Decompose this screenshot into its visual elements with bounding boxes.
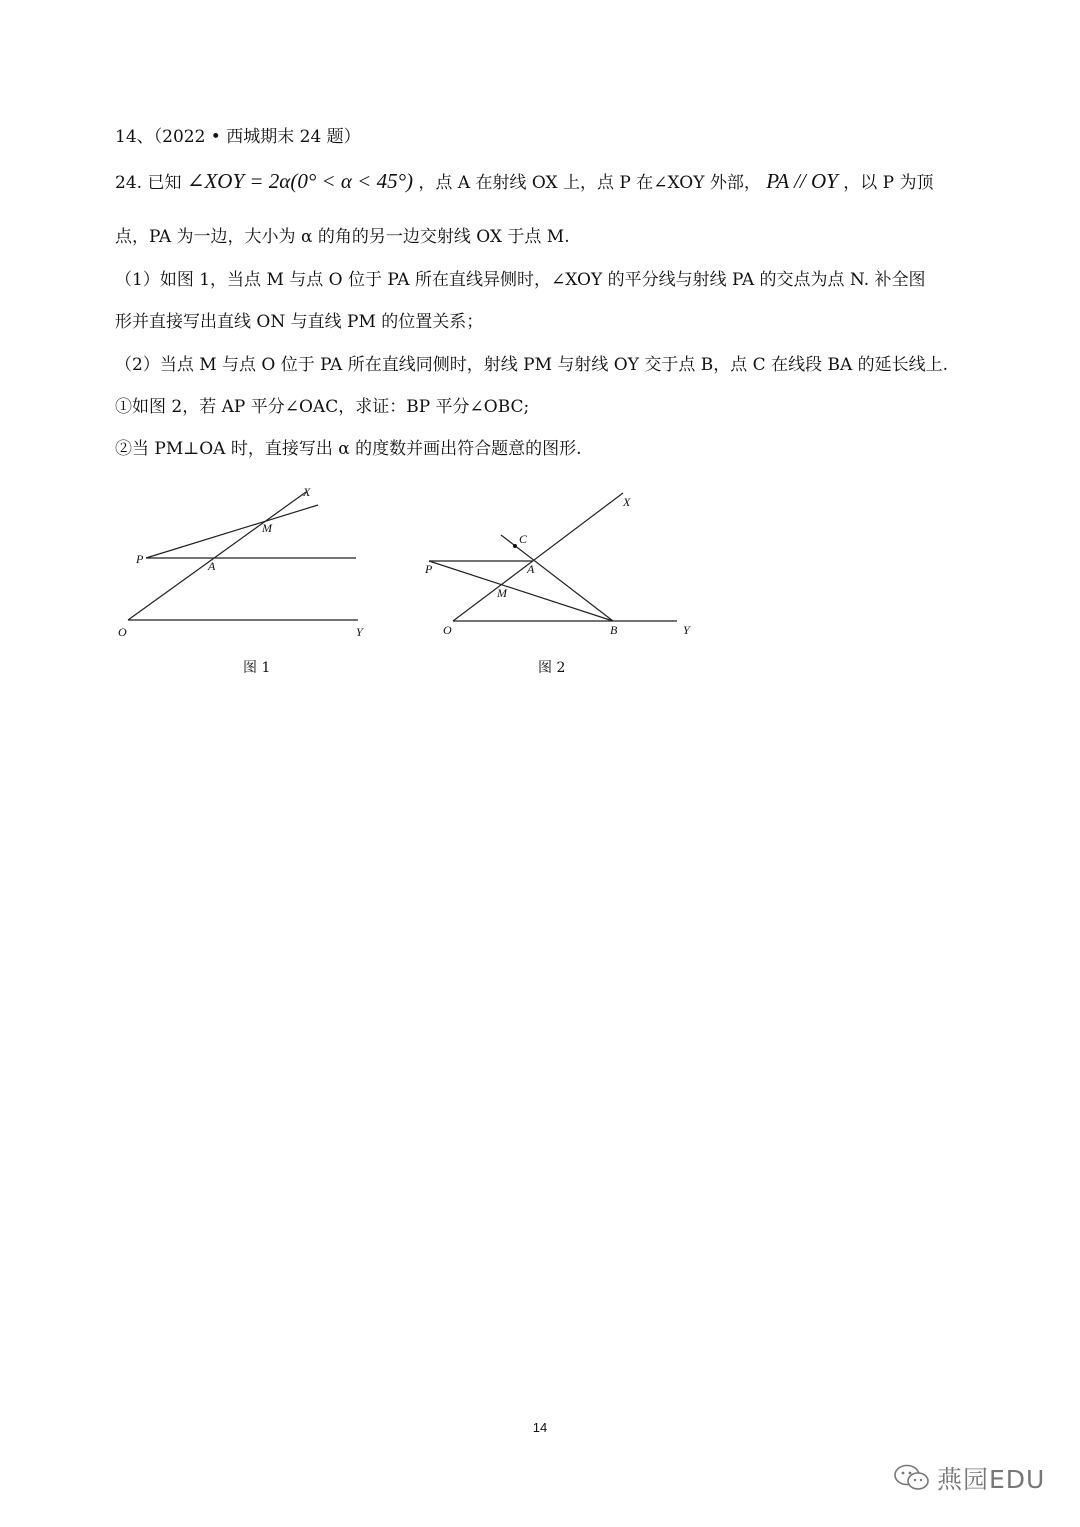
problem-header: 14、（2022 • 西城期末 24 题） — [115, 127, 361, 147]
part2-sub-2: ②当 PM⊥OA 时，直接写出 α 的度数并画出符合题意的图形. — [115, 439, 582, 459]
label-a: A — [527, 562, 535, 576]
part2-sub-1: ①如图 2，若 AP 平分∠OAC，求证：BP 平分∠OBC; — [115, 397, 530, 417]
label-m: M — [262, 521, 272, 535]
wechat-icon — [893, 1463, 931, 1493]
label-o: O — [118, 625, 127, 639]
label-y: Y — [683, 623, 690, 637]
figure-1 — [110, 480, 370, 650]
parallel-condition: PA // OY — [766, 169, 838, 193]
label-x: X — [303, 485, 311, 499]
point-c — [513, 544, 517, 548]
part1-line-1: （1）如图 1，当点 M 与点 O 位于 PA 所在直线异侧时，∠XOY 的平分线与射线 PA 的交点为点 N. 补全图 — [115, 270, 926, 290]
label-c: C — [519, 532, 528, 546]
label-m: M — [497, 586, 507, 600]
label-y: Y — [356, 625, 363, 639]
label-p: P — [425, 562, 433, 576]
page-number: 14 — [532, 1420, 548, 1435]
question-line-2: 点，PA 为一边，大小为 α 的角的另一边交射线 OX 于点 M. — [115, 227, 570, 247]
figure-2 — [415, 485, 705, 645]
part1-line-2: 形并直接写出直线 ON 与直线 PM 的位置关系； — [115, 312, 484, 332]
question-number: 24. 已知 — [115, 173, 182, 193]
label-a: A — [208, 559, 216, 573]
ray-pm — [146, 505, 318, 558]
ray-ox — [128, 492, 306, 620]
angle-condition: ∠XOY = 2α(0° < α < 45°) — [186, 169, 413, 193]
question-text-2: ，以 P 为顶 — [843, 173, 934, 193]
part2-line-1: （2）当点 M 与点 O 位于 PA 所在直线同侧时，射线 PM 与射线 OY 交于点 B，点 C 在线段 BA 的延长线上. — [115, 355, 949, 375]
line-cb — [501, 535, 613, 621]
label-o: O — [443, 623, 452, 637]
watermark — [893, 1460, 1045, 1496]
question-text-1: ，点 A 在射线 OX 上，点 P 在∠XOY 外部， — [418, 173, 761, 193]
watermark-text: 燕园EDU — [937, 1465, 1046, 1494]
label-p: P — [136, 552, 144, 566]
ray-ox — [453, 493, 623, 621]
figure-2-caption: 图 2 — [538, 660, 566, 676]
figure-1-caption: 图 1 — [243, 660, 271, 676]
question-line-1 — [115, 168, 934, 194]
label-x: X — [623, 495, 631, 509]
label-b: B — [610, 623, 618, 637]
